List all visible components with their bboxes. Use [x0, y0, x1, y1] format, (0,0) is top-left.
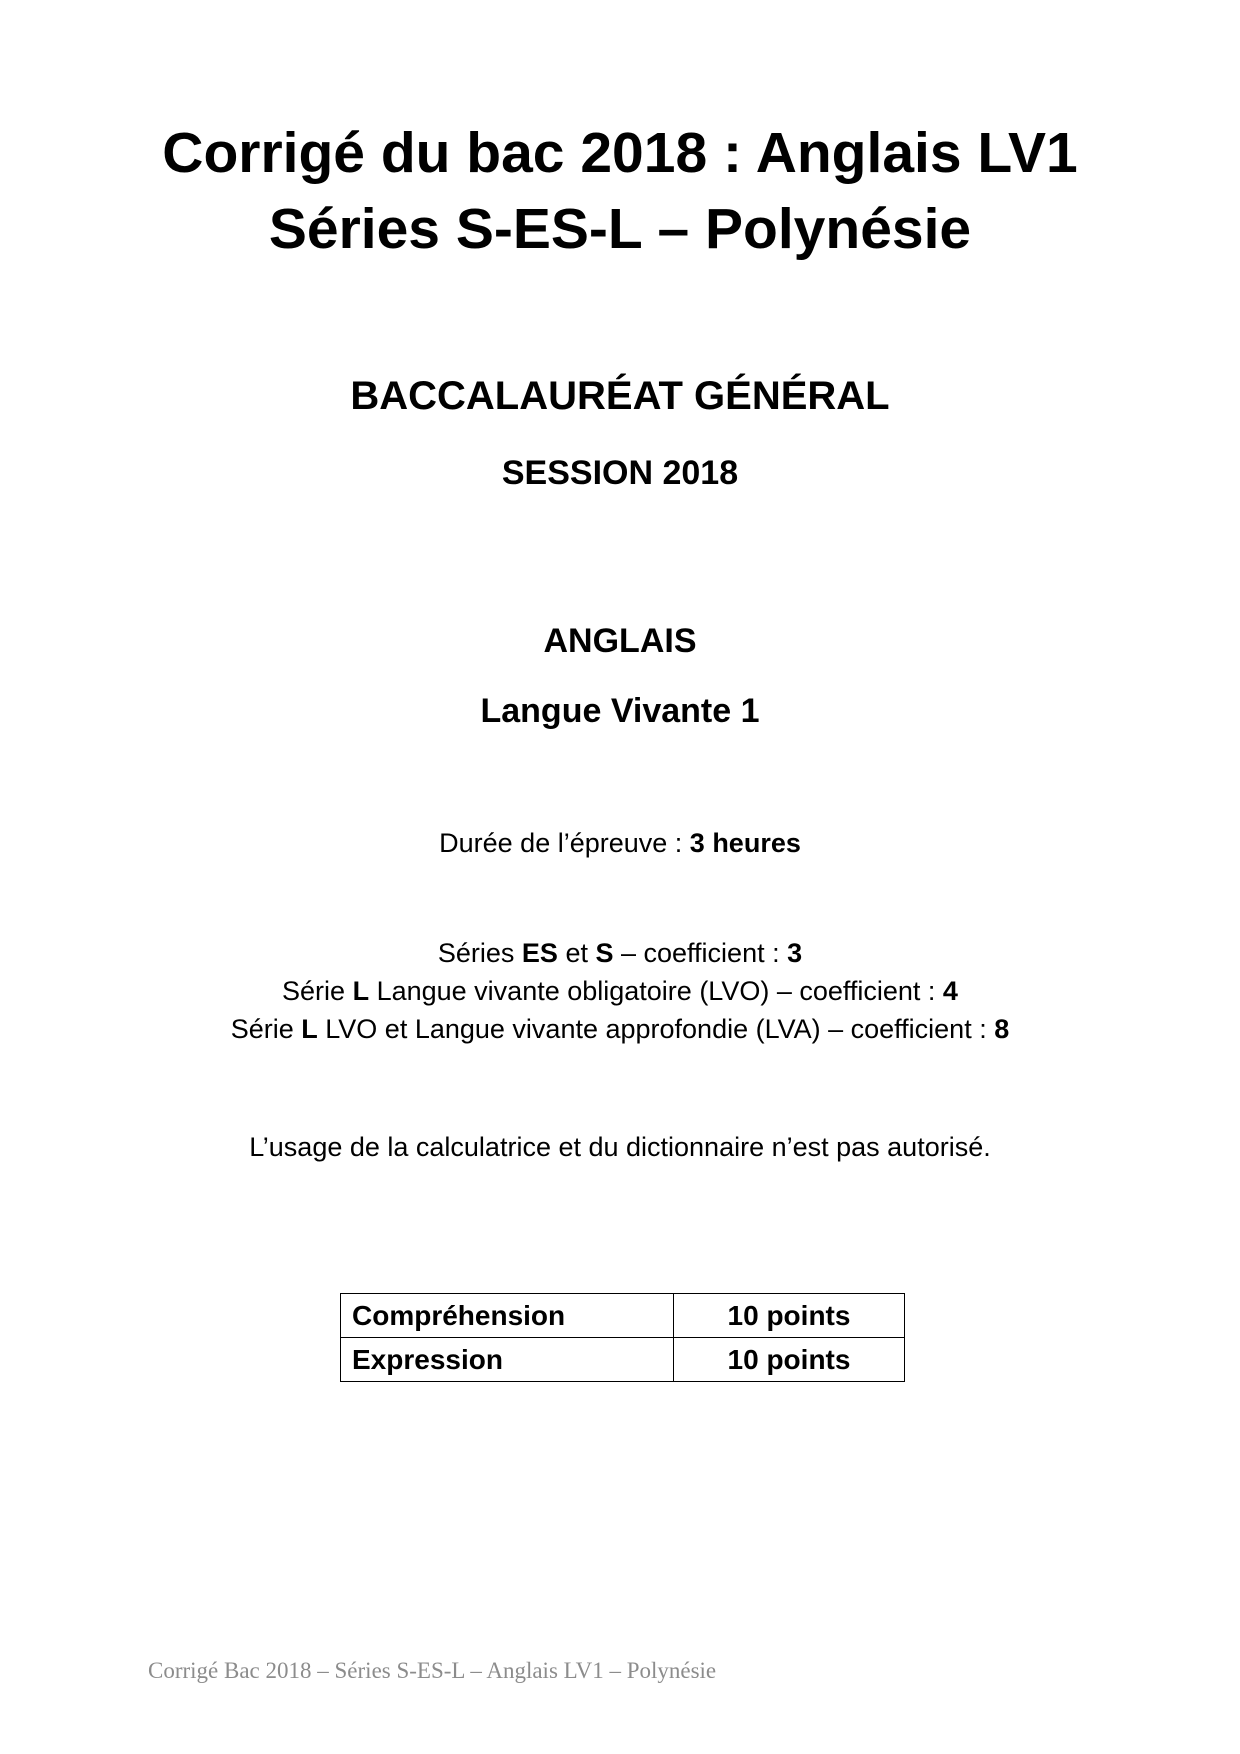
- coef-text: et: [557, 938, 596, 968]
- table-row: [341, 1338, 905, 1382]
- coef-text: Série: [230, 1014, 302, 1044]
- coef-series-s: S: [595, 938, 614, 968]
- coef-value: 3: [787, 938, 803, 968]
- language-level-heading: Langue Vivante 1: [480, 692, 760, 730]
- points-cell: 10 points: [674, 1294, 905, 1338]
- coef-text: Séries: [437, 938, 522, 968]
- coefficient-line-es-s: [0, 936, 1240, 970]
- points-cell: 10 points: [674, 1338, 905, 1382]
- page-footer: Corrigé Bac 2018 – Séries S-ES-L – Anglais LV1 – Polynésie: [148, 1658, 717, 1683]
- coef-series-es: ES: [521, 938, 558, 968]
- duration-value: 3 heures: [689, 828, 801, 858]
- document-title-line-2: Séries S-ES-L – Polynésie: [268, 197, 972, 261]
- subject-heading: ANGLAIS: [543, 622, 697, 660]
- calculator-notice: L’usage de la calculatrice et du dictionnaire n’est pas autorisé.: [249, 1132, 991, 1162]
- section-cell: Expression: [341, 1338, 674, 1382]
- exam-duration: [0, 826, 1240, 860]
- coef-text: – coefficient :: [613, 938, 788, 968]
- session-heading: SESSION 2018: [501, 454, 739, 492]
- exam-name-heading: BACCALAURÉAT GÉNÉRAL: [350, 374, 890, 418]
- coefficient-line-l-lvo: [0, 974, 1240, 1008]
- coef-series-l: L: [352, 976, 370, 1006]
- duration-label: Durée de l’épreuve :: [439, 828, 690, 858]
- section-cell: Compréhension: [341, 1294, 674, 1338]
- points-table: [340, 1293, 905, 1382]
- document-title-line-1: Corrigé du bac 2018 : Anglais LV1: [162, 121, 1078, 185]
- coef-value: 8: [994, 1014, 1010, 1044]
- coef-value: 4: [942, 976, 958, 1006]
- coef-text: LVO et Langue vivante approfondie (LVA) – coefficient :: [317, 1014, 995, 1044]
- coef-text: Série: [282, 976, 353, 1006]
- coef-series-l: L: [301, 1014, 318, 1044]
- coef-text: Langue vivante obligatoire (LVO) – coefficient :: [369, 976, 943, 1006]
- table-row: [341, 1294, 905, 1338]
- coefficient-line-l-lva: [0, 1012, 1240, 1046]
